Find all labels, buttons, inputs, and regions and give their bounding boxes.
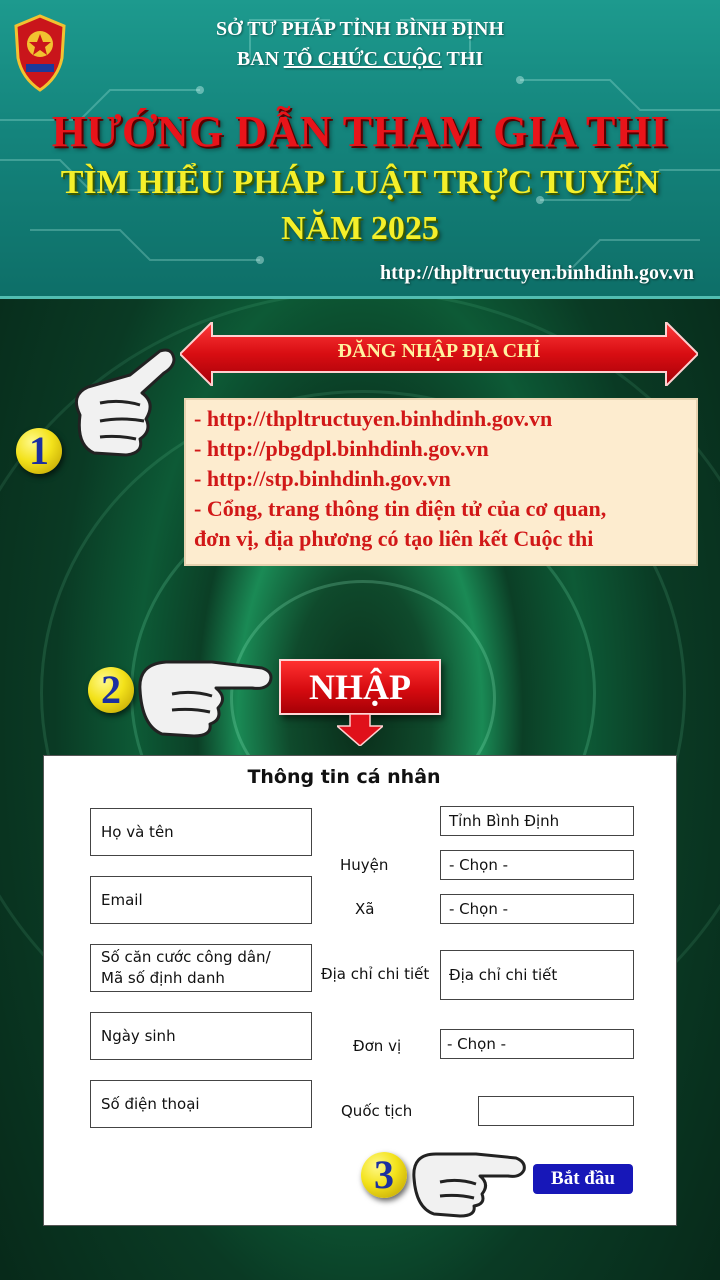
address-label: Địa chỉ chi tiết bbox=[321, 965, 430, 983]
address-list-box bbox=[184, 398, 698, 566]
full-name-field[interactable]: Họ và tên bbox=[90, 808, 312, 856]
login-address-label: ĐĂNG NHẬP ĐỊA CHỈ bbox=[337, 340, 541, 362]
unit-select[interactable]: - Chọn - bbox=[440, 1029, 634, 1059]
organization-line-2: BAN TỔ CHỨC CUỘC THI bbox=[236, 48, 484, 70]
address-note-line: đơn vị, địa phương có tạo liên kết Cuộc thi bbox=[194, 526, 594, 551]
start-button[interactable]: Bắt đầu bbox=[533, 1164, 633, 1194]
page-title: HƯỚNG DẪN THAM GIA THI bbox=[51, 107, 669, 156]
personal-info-form bbox=[43, 755, 677, 1226]
citizen-id-label-line-2: Mã số định danh bbox=[101, 969, 225, 987]
organization-line-1: SỞ TƯ PHÁP TỈNH BÌNH ĐỊNH bbox=[215, 18, 505, 40]
step-number-2: 2 bbox=[88, 667, 134, 713]
step-number-3: 3 bbox=[361, 1152, 407, 1198]
nationality-input[interactable] bbox=[478, 1096, 634, 1126]
website-url[interactable]: http://thpltructuyen.binhdinh.gov.vn bbox=[380, 262, 694, 284]
subtitle-line-2: NĂM 2025 bbox=[281, 210, 439, 247]
citizen-id-field[interactable] bbox=[90, 944, 312, 992]
district-label: Huyện bbox=[340, 856, 389, 874]
date-of-birth-field[interactable]: Ngày sinh bbox=[90, 1012, 312, 1060]
address-input[interactable]: Địa chỉ chi tiết bbox=[440, 950, 634, 1000]
district-select[interactable]: - Chọn - bbox=[440, 850, 634, 880]
address-link[interactable]: - http://thpltructuyen.binhdinh.gov.vn bbox=[194, 406, 553, 431]
step-number-1: 1 bbox=[16, 428, 62, 474]
address-note-line: - Cổng, trang thông tin điện tử của cơ quan, bbox=[194, 496, 607, 521]
down-arrow-icon bbox=[337, 714, 383, 746]
commune-label: Xã bbox=[355, 900, 375, 918]
address-link[interactable]: - http://stp.binhdinh.gov.vn bbox=[194, 466, 451, 491]
nationality-label: Quốc tịch bbox=[341, 1102, 413, 1120]
email-field[interactable]: Email bbox=[90, 876, 312, 924]
pointing-hand-icon bbox=[60, 345, 180, 465]
enter-label: NHẬP bbox=[279, 659, 441, 715]
form-title: Thông tin cá nhân bbox=[247, 766, 441, 788]
citizen-id-label-line-1: Số căn cước công dân/ bbox=[101, 948, 271, 966]
pointing-hand-icon bbox=[132, 650, 277, 740]
unit-label: Đơn vị bbox=[353, 1037, 402, 1055]
province-select[interactable]: Tỉnh Bình Định bbox=[440, 806, 634, 836]
phone-field[interactable]: Số điện thoại bbox=[90, 1080, 312, 1128]
header-banner bbox=[0, 0, 720, 299]
commune-select[interactable]: - Chọn - bbox=[440, 894, 634, 924]
pointing-hand-icon bbox=[406, 1144, 530, 1220]
subtitle-line-1: TÌM HIỂU PHÁP LUẬT TRỰC TUYẾN bbox=[60, 164, 660, 201]
address-link[interactable]: - http://pbgdpl.binhdinh.gov.vn bbox=[194, 436, 489, 461]
